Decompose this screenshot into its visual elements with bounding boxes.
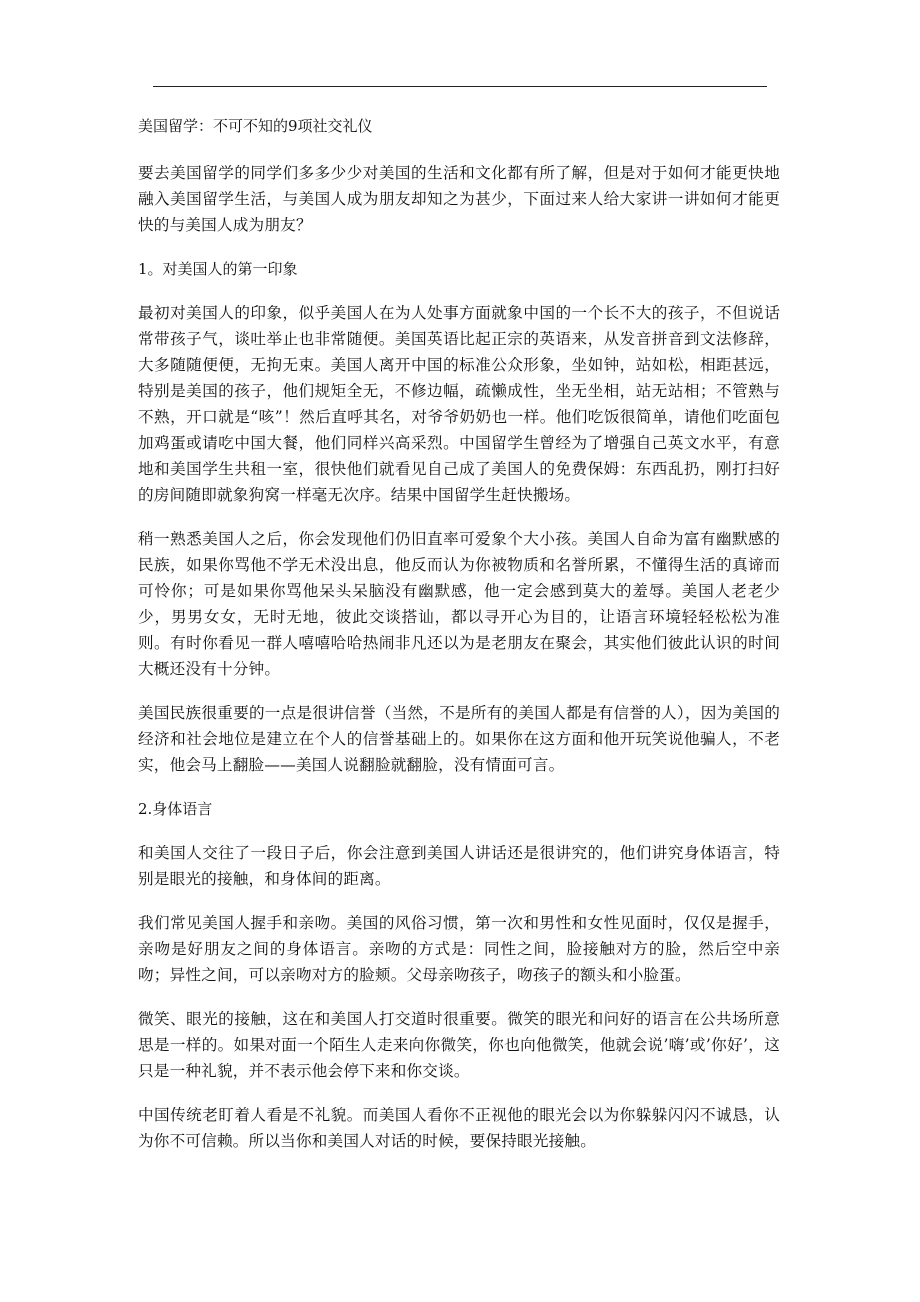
paragraph: 我们常见美国人握手和亲吻。美国的风俗习惯，第一次和男性和女性见面时，仅仅是握手，亲吻是好朋友之间的身体语言。亲吻的方式是：同性之间，脸接触对方的脸，然后空中亲吻；异性之间，可以亲吻对方的脸颊。父母亲吻孩子，吻孩子的额头和小脸蛋。 (138, 914, 780, 984)
paragraph: 微笑、眼光的接触，这在和美国人打交道时很重要。微笑的眼光和问好的语言在公共场所意思是一样的。如果对面一个陌生人走来向你微笑，你也向他微笑，他就会说’嗨’或’你好’，这只是一种礼貌，并不表示他会停下来和你交谈。 (138, 1010, 780, 1080)
paragraph: 美国民族很重要的一点是很讲信誉（当然，不是所有的美国人都是有信誉的人），因为美国的经济和社会地位是建立在个人的信誉基础上的。如果你在这方面和他开玩笑说他骗人，不老实，他会马上翻脸——美国人说翻脸就翻脸，没有情面可言。 (138, 704, 780, 774)
paragraph: 中国传统老盯着人看是不礼貌。而美国人看你不正视他的眼光会以为你躲躲闪闪不诚恳，认为你不可信赖。所以当你和美国人对话的时候，要保持眼光接触。 (138, 1106, 780, 1150)
section-heading-first-impression: 1。对美国人的第一印象 (138, 260, 298, 278)
paragraph: 最初对美国人的印象，似乎美国人在为人处事方面就象中国的一个长不大的孩子，不但说话常带孩子气，谈吐举止也非常随便。美国英语比起正宗的英语来，从发音拼音到文法修辞，大多随随便便，无拘无束。美国人离开中国的标准公众形象，坐如钟，站如松，相距甚远，特别是美国的孩子，他们规矩全无，不修边幅，疏懒成性，坐无坐相，站无站相；不管熟与不熟，开口就是“咳”！然后直呼其名，对爷爷奶奶也一样。他们吃饭很简单，请他们吃面包加鸡蛋或请吃中国大餐，他们同样兴高采烈。中国留学生曾经为了增强自己英文水平，有意地和美国学生共租一室，很快他们就看见自己成了美国人的免费保姆：东西乱扔，刚打扫好的房间随即就象狗窝一样毫无次序。结果中国留学生赶快搬场。 (138, 304, 780, 504)
document-body (138, 112, 780, 1172)
paragraph: 稍一熟悉美国人之后，你会发现他们仍旧直率可爱象个大小孩。美国人自命为富有幽默感的民族，如果你骂他不学无术没出息，他反而认为你被物质和名誉所累，不懂得生活的真谛而可怜你；可是如果你骂他呆头呆脑没有幽默感，他一定会感到莫大的羞辱。美国人老老少少，男男女女，无时无地，彼此交谈搭讪，都以寻开心为目的，让语言环境轻轻松松为准则。有时你看见一群人嘻嘻哈哈热闹非凡还以为是老朋友在聚会，其实他们彼此认识的时间大概还没有十分钟。 (138, 530, 780, 678)
document-title: 美国留学：不可不知的9项社交礼仪 (138, 117, 373, 135)
intro-paragraph: 要去美国留学的同学们多多少少对美国的生活和文化都有所了解，但是对于如何才能更快地融入美国留学生活，与美国人成为朋友却知之为甚少，下面过来人给大家讲一讲如何才能更快的与美国人成为朋友？ (138, 164, 780, 234)
paragraph: 和美国人交往了一段日子后，你会注意到美国人讲话还是很讲究的，他们讲究身体语言，特别是眼光的接触，和身体间的距离。 (138, 844, 780, 888)
section-heading-body-language: 2.身体语言 (138, 800, 213, 818)
header-rule (153, 86, 767, 87)
